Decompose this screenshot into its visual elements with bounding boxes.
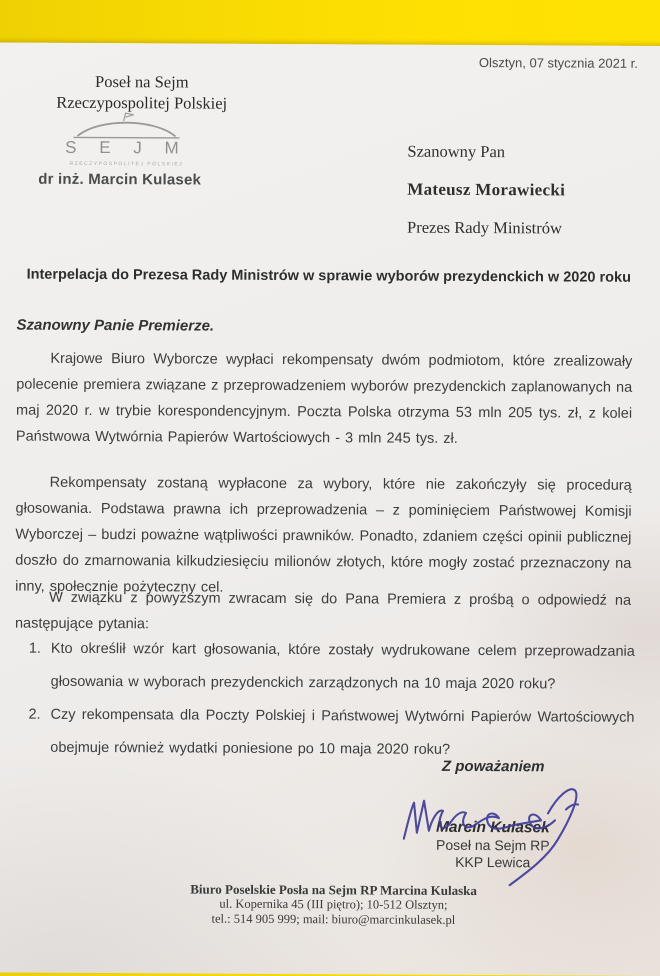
sejm-logo-caption: RZECZYPOSPOLITEJ POLSKIEJ bbox=[69, 160, 184, 168]
signer-name: Marcin Kulasek bbox=[436, 818, 550, 837]
paragraph-3: W związku z powyższym zwracam się do Pana Premiera z prośbą o odpowiedź na następujące pytania: bbox=[14, 589, 632, 633]
greeting-line: Szanowny Panie Premierze. bbox=[16, 316, 215, 335]
sender-header bbox=[24, 71, 260, 114]
question-list bbox=[28, 633, 635, 768]
sender-name: dr inż. Marcin Kulasek bbox=[38, 170, 202, 189]
question-text: Czy rekompensata dla Poczty Polskiej i Państwowej Wytwórni Papierów Wartościowych obejmuje również wydatki poniesione po 10 maja 2020 roku? bbox=[50, 706, 635, 758]
sejm-logo bbox=[53, 111, 199, 168]
handwritten-signature bbox=[398, 781, 599, 892]
letter-page bbox=[0, 42, 660, 976]
sejm-dome-icon bbox=[53, 111, 199, 156]
footer-address: ul. Kopernika 45 (III piętro); 10-512 Olsztyn; bbox=[219, 896, 448, 912]
paragraph-1: Krajowe Biuro Wyborcze wypłaci rekompensaty dwóm podmiotom, które zrealizowały polecenie premiera związane z przeprowadzeniem wyborów prezydenckich zaplanowanych na maj 2020 r. w trybie korespondencyjnym. Poczta Polska otrzyma 53 mln 205 tys. zł, z kolei Państwowa Wytwórnia Papierów Wartościowych - 3 mln 245 tys. zł. bbox=[15, 350, 633, 447]
sender-header-line2: Rzeczypospolitej Polskiej bbox=[56, 92, 228, 113]
paragraph-2: Rekompensaty zostaną wypłacone za wybory, które nie zakończyły się procedurą głosowania. Podstawa prawna ich przeprowadzenia – z pominięciem Państwowej Komisji Wyborczej – budzi poważne wątpliwości prawników. Ponadto, zdaniem części opinii publicznej doszło do zmarnowania kilkudziesięciu milionów złotych, które mogły zostać przeznaczony na inny, społecznie pożyteczny cel. bbox=[15, 474, 632, 596]
footer-contact: tel.: 514 905 999; mail: biuro@marcinkulasek.pl bbox=[211, 911, 456, 927]
signer-role: Poseł na Sejm RP bbox=[435, 836, 550, 854]
footer-office-name: Biuro Poselskie Posła na Sejm RP Marcina Kulaska bbox=[190, 881, 477, 899]
question-number: 1. bbox=[28, 640, 41, 657]
signer-party: KKP Lewica bbox=[455, 853, 531, 871]
letter-date: Olsztyn, 07 stycznia 2021 r. bbox=[478, 55, 638, 71]
sender-header-line1: Poseł na Sejm bbox=[95, 72, 189, 92]
recipient-salutation: Szanowny Pan bbox=[407, 141, 506, 162]
recipient-block bbox=[407, 133, 565, 248]
subject-line: Interpelacja do Prezesa Rady Ministrów w sprawie wyborów prezydenckich w 2020 roku bbox=[26, 266, 632, 286]
question-number: 2. bbox=[28, 706, 41, 723]
question-item bbox=[29, 633, 635, 702]
question-text: Kto określił wzór kart głosowania, które zostały wydrukowane celem przeprowadzania głosowania w wyborach prezydenckich zarządzonych na 10 maja 2020 roku? bbox=[50, 640, 635, 693]
recipient-name: Mateusz Morawiecki bbox=[407, 179, 566, 200]
svg-text:S E J M: S E J M bbox=[65, 137, 188, 156]
recipient-title: Prezes Rady Ministrów bbox=[406, 217, 563, 238]
valediction: Z poważaniem bbox=[441, 757, 545, 776]
